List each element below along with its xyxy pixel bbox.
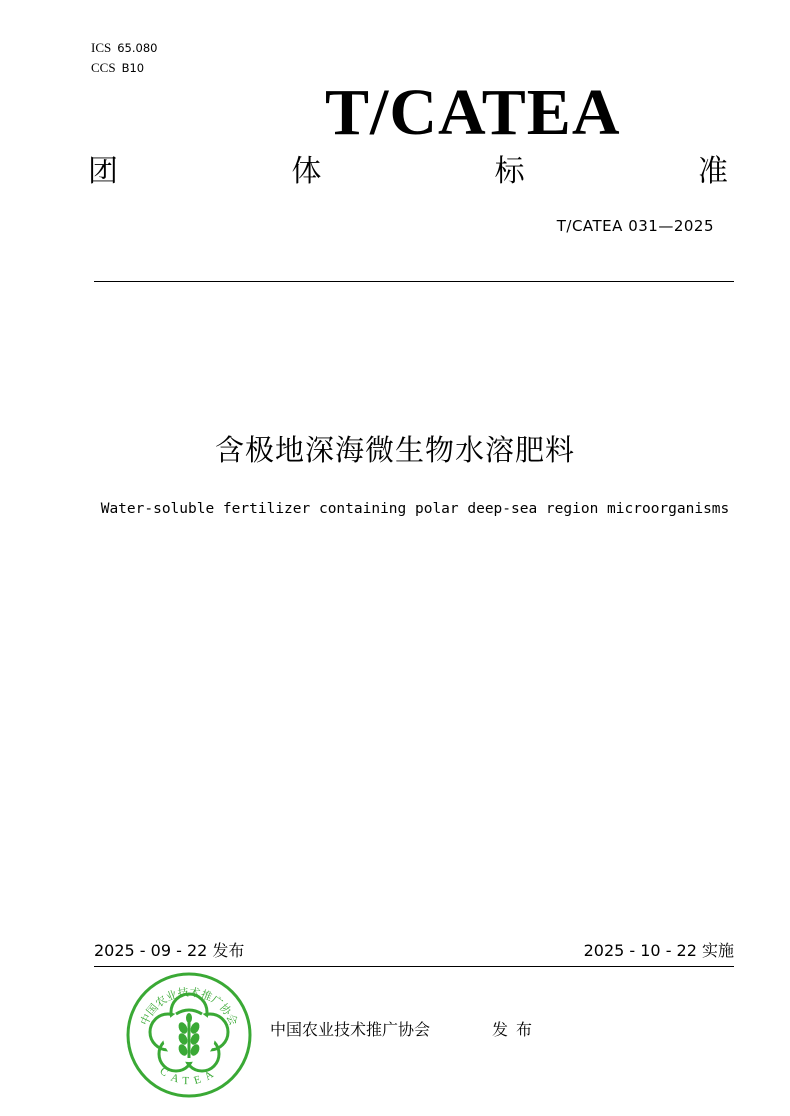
implementation-date: 2025 - 10 - 22 实施	[583, 941, 734, 960]
issue-date: 2025 - 09 - 22 发布	[94, 941, 245, 960]
association-seal-icon	[124, 970, 254, 1100]
ccs-code: B10	[121, 61, 145, 75]
ics-line	[91, 38, 157, 58]
standard-type-char: 准	[697, 154, 728, 189]
top-divider	[94, 281, 734, 282]
standard-type-char: 团	[88, 154, 118, 189]
bottom-divider	[94, 966, 734, 967]
standard-type-char: 体	[291, 154, 322, 189]
ccs-line	[91, 58, 157, 78]
standard-number: T/CATEA 031—2025	[556, 217, 714, 235]
publish-label: 发布	[492, 1020, 541, 1039]
publisher-name: 中国农业技术推广协会	[270, 1020, 431, 1039]
english-title: Water-soluble fertilizer containing polar deep-sea region microorganisms	[100, 501, 730, 517]
ics-code: 65.080	[117, 41, 158, 55]
organization-logo-text: T/CATEA	[325, 76, 621, 149]
standard-type-char: 标	[494, 154, 525, 189]
ccs-label: CCS	[91, 60, 116, 75]
standard-type-heading	[88, 150, 728, 194]
classification-codes	[91, 38, 157, 78]
seal-name-text: 中国农业技术推广协会	[137, 985, 241, 1028]
seal-abbrev-text: CATEA	[157, 1065, 221, 1088]
chinese-title: 含极地深海微生物水溶肥料	[214, 433, 575, 467]
ics-label: ICS	[91, 40, 112, 55]
